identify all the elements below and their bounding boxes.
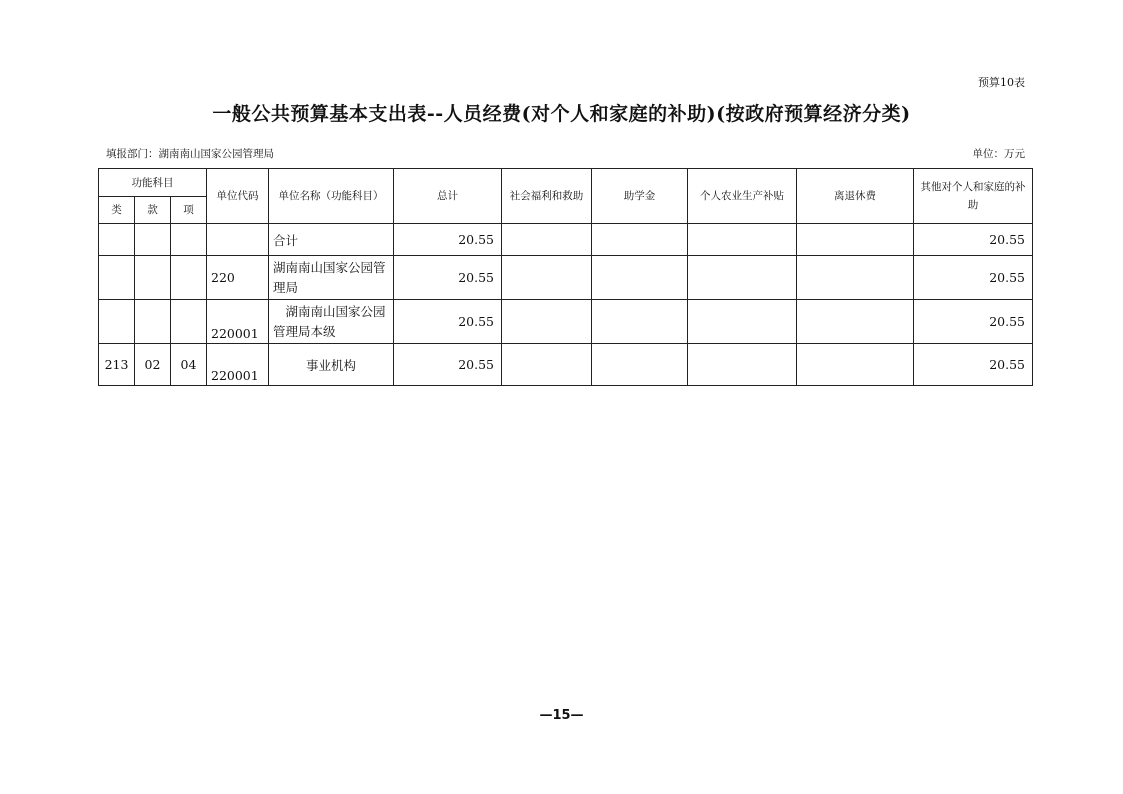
cell-other: 20.55 bbox=[914, 300, 1033, 344]
cell-code: 220001 bbox=[207, 300, 269, 344]
cell-kuan bbox=[135, 256, 171, 300]
cell-welfare bbox=[502, 224, 592, 256]
cell-xiang bbox=[171, 256, 207, 300]
cell-name: 湖南南山国家公园管理局本级 bbox=[269, 300, 394, 344]
header-kuan: 款 bbox=[135, 197, 171, 224]
cell-grant bbox=[592, 344, 688, 386]
cell-code bbox=[207, 224, 269, 256]
cell-kuan: 02 bbox=[135, 344, 171, 386]
header-agri-subsidy: 个人农业生产补贴 bbox=[688, 169, 797, 224]
cell-welfare bbox=[502, 300, 592, 344]
cell-xiang: 04 bbox=[171, 344, 207, 386]
header-grant: 助学金 bbox=[592, 169, 688, 224]
table-row bbox=[99, 256, 1033, 300]
header-unit-code: 单位代码 bbox=[207, 169, 269, 224]
cell-agri bbox=[688, 224, 797, 256]
table-row bbox=[99, 224, 1033, 256]
cell-agri bbox=[688, 300, 797, 344]
header-xiang: 项 bbox=[171, 197, 207, 224]
cell-grant bbox=[592, 224, 688, 256]
cell-lei: 213 bbox=[99, 344, 135, 386]
cell-xiang bbox=[171, 224, 207, 256]
cell-retire bbox=[797, 344, 914, 386]
cell-grant bbox=[592, 300, 688, 344]
table-row bbox=[99, 344, 1033, 386]
header-other-subsidy: 其他对个人和家庭的补助 bbox=[914, 169, 1033, 224]
cell-name: 事业机构 bbox=[269, 344, 394, 386]
cell-retire bbox=[797, 224, 914, 256]
cell-kuan bbox=[135, 224, 171, 256]
cell-lei bbox=[99, 224, 135, 256]
form-number: 预算10表 bbox=[978, 76, 1025, 89]
cell-name: 合计 bbox=[269, 224, 394, 256]
cell-retire bbox=[797, 256, 914, 300]
cell-code: 220 bbox=[207, 256, 269, 300]
cell-welfare bbox=[502, 256, 592, 300]
cell-total: 20.55 bbox=[394, 300, 502, 344]
header-func-subject: 功能科目 bbox=[99, 169, 207, 197]
cell-other: 20.55 bbox=[914, 256, 1033, 300]
cell-lei bbox=[99, 300, 135, 344]
expenditure-table bbox=[98, 168, 1033, 386]
header-welfare: 社会福利和救助 bbox=[502, 169, 592, 224]
header-retirement: 离退休费 bbox=[797, 169, 914, 224]
cell-agri bbox=[688, 344, 797, 386]
cell-other: 20.55 bbox=[914, 344, 1033, 386]
cell-code: 220001 bbox=[207, 344, 269, 386]
cell-other: 20.55 bbox=[914, 224, 1033, 256]
cell-grant bbox=[592, 256, 688, 300]
cell-lei bbox=[99, 256, 135, 300]
page-number: —15— bbox=[539, 708, 584, 723]
header-unit-name: 单位名称（功能科目） bbox=[269, 169, 394, 224]
table-row bbox=[99, 300, 1033, 344]
cell-agri bbox=[688, 256, 797, 300]
cell-total: 20.55 bbox=[394, 256, 502, 300]
header-lei: 类 bbox=[99, 197, 135, 224]
cell-total: 20.55 bbox=[394, 224, 502, 256]
reporting-department: 填报部门：湖南南山国家公园管理局 bbox=[106, 148, 274, 160]
unit-label: 单位：万元 bbox=[972, 148, 1025, 160]
page-title: 一般公共预算基本支出表--人员经费(对个人和家庭的补助)(按政府预算经济分类) bbox=[212, 103, 911, 125]
header-total: 总计 bbox=[394, 169, 502, 224]
cell-welfare bbox=[502, 344, 592, 386]
cell-retire bbox=[797, 300, 914, 344]
cell-kuan bbox=[135, 300, 171, 344]
cell-total: 20.55 bbox=[394, 344, 502, 386]
cell-xiang bbox=[171, 300, 207, 344]
cell-name: 湖南南山国家公园管理局 bbox=[269, 256, 394, 300]
